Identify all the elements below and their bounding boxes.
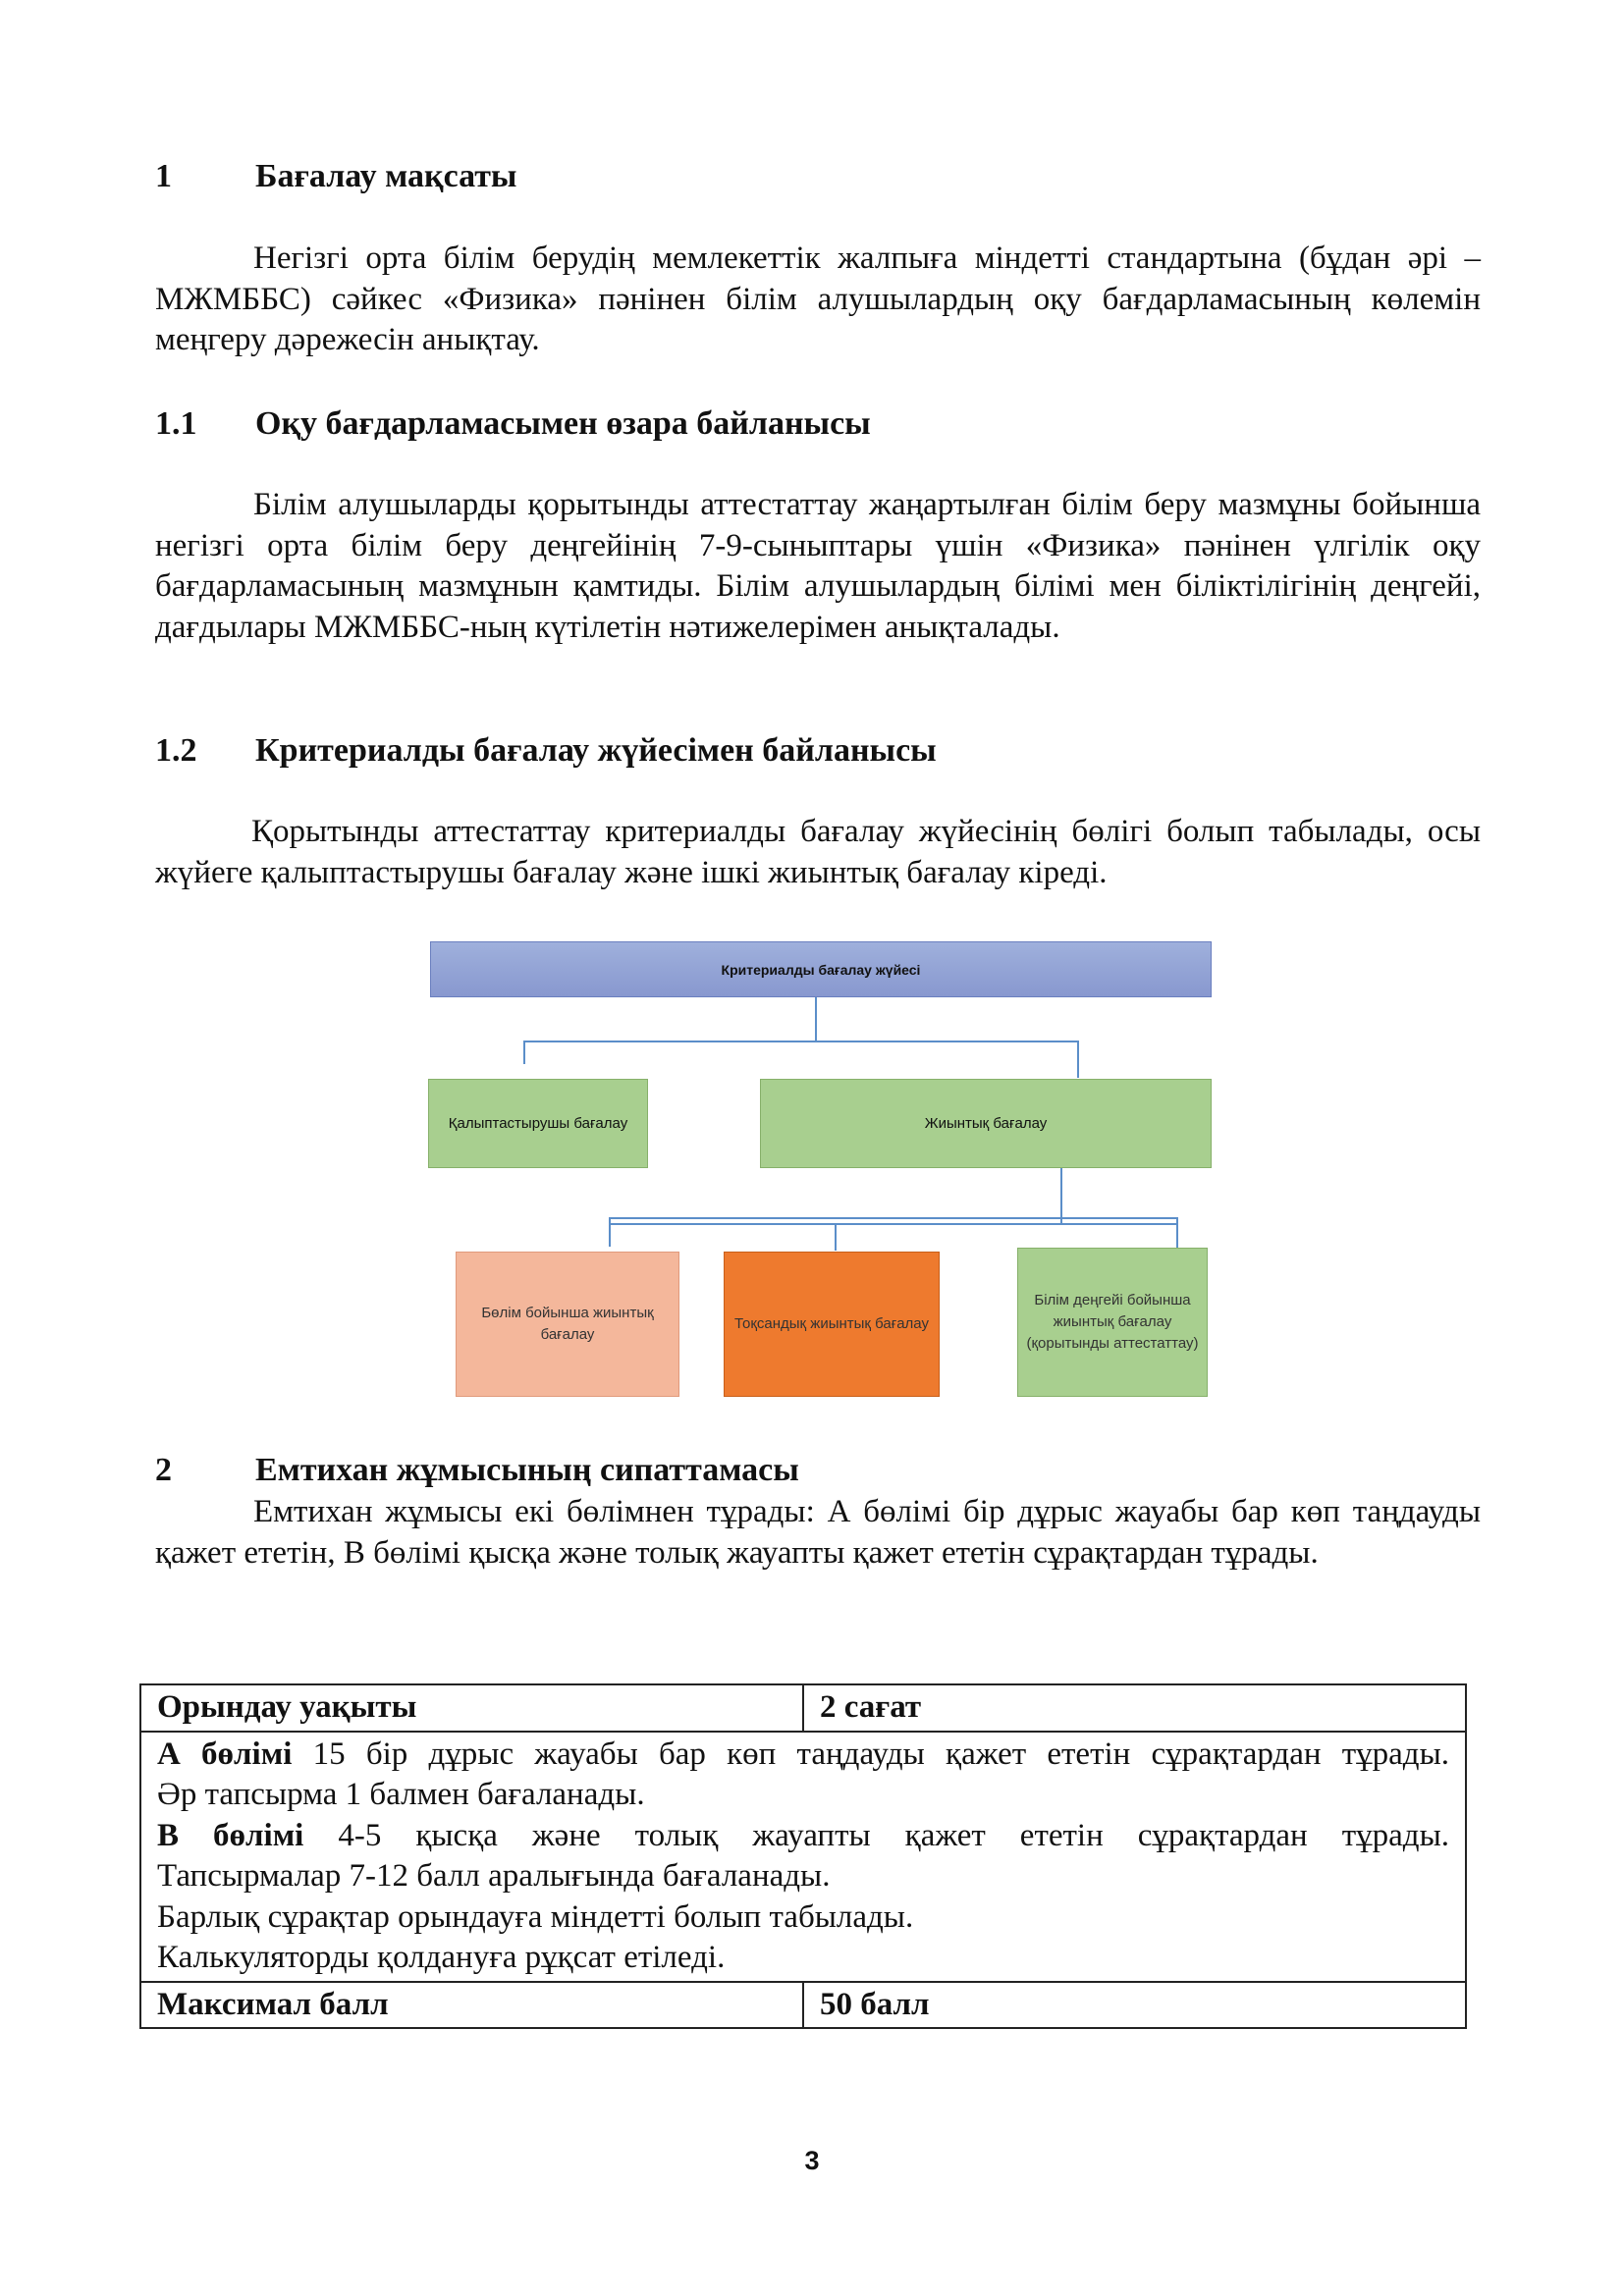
section-2-heading (155, 1451, 799, 1490)
diagram-term-summative-box: Тоқсандық жиынтық бағалау (724, 1252, 940, 1397)
max-label-cell: Максимал балл (140, 1982, 803, 2029)
diagram-unit-summative-box: Бөлім бойынша жиынтық бағалау (456, 1252, 679, 1397)
section-title: Бағалау мақсаты (255, 158, 517, 194)
section-1-heading (155, 157, 516, 196)
max-value-cell: 50 балл (803, 1982, 1466, 2029)
section-title: Емтихан жұмысының сипаттамасы (255, 1452, 799, 1488)
section-1-paragraph: Негізгі орта білім берудің мемлекеттік жалпыға міндетті стандартына (бұдан әрі – МЖМББС) сәйкес «Физика» пәнінен білім алушылардың оқу бағдарламасының көлемін меңгеру дәрежесін анықтау. (155, 240, 1481, 357)
time-label-cell: Орындау уақыты (140, 1684, 803, 1732)
diagram-formative-box: Қалыптастырушы бағалау (428, 1079, 648, 1168)
exam-parts-cell: А бөлімі 15 бір дұрыс жауабы бар көп таңдауды қажет ететін сұрақтардан тұрады. Әр тапсырма 1 балмен бағаланады. В бөлімі 4-5 қысқа және толық жауапты қажет ететін сұрақтардан тұрады. Тапсырмалар 7-12 балл аралығында бағаланады. Барлық сұрақтар орындауға міндетті болып табылады. Калькуляторды қолдануға рұқсат етіледі. (140, 1732, 1466, 1982)
diagram-summative-box: Жиынтық бағалау (760, 1079, 1212, 1168)
section-title: Оқу бағдарламасымен өзара байланысы (255, 405, 871, 442)
criteria-assessment-diagram (422, 937, 1218, 1409)
diagram-level-summative-box: Білім деңгейі бойынша жиынтық бағалау (қорытынды аттестаттау) (1017, 1248, 1208, 1397)
section-number: 1 (155, 158, 172, 194)
section-1-1-paragraph: Білім алушыларды қорытынды аттестаттау жаңартылған білім беру мазмұны бойынша негізгі орта білім беру деңгейінің 7-9-сыныптары үшін «Физика» пәнінен үлгілік оқу бағдарламасының мазмұнын қамтиды. Білім алушылардың білімі мен біліктілігінің деңгейі, дағдылары МЖМББС-ның күтілетін нәтижелерімен анықталады. (155, 487, 1481, 645)
exam-info-table (139, 1683, 1467, 2029)
section-title: Критериалды бағалау жүйесімен байланысы (255, 732, 937, 769)
section-1-2-heading (155, 731, 937, 771)
section-number: 1.2 (155, 732, 197, 769)
table-row (140, 1982, 1466, 2029)
section-number: 1.1 (155, 405, 197, 442)
page-number: 3 (804, 2146, 820, 2175)
time-value-cell: 2 сағат (803, 1684, 1466, 1732)
table-row (140, 1732, 1466, 1982)
table-row (140, 1684, 1466, 1732)
section-1-1-heading (155, 404, 871, 444)
section-1-2-paragraph: Қорытынды аттестаттау критериалды бағалау жүйесінің бөлігі болып табылады, осы жүйеге қалыптастырушы бағалау және ішкі жиынтық бағалау кіреді. (155, 814, 1481, 890)
diagram-root-box: Критериалды бағалау жүйесі (430, 941, 1212, 997)
section-2-paragraph: Емтихан жұмысы екі бөлімнен тұрады: А бөлімі бір дұрыс жауабы бар көп таңдауды қажет ететін, В бөлімі қысқа және толық жауапты қажет ететін сұрақтардан тұрады. (155, 1494, 1481, 1571)
section-number: 2 (155, 1452, 172, 1488)
